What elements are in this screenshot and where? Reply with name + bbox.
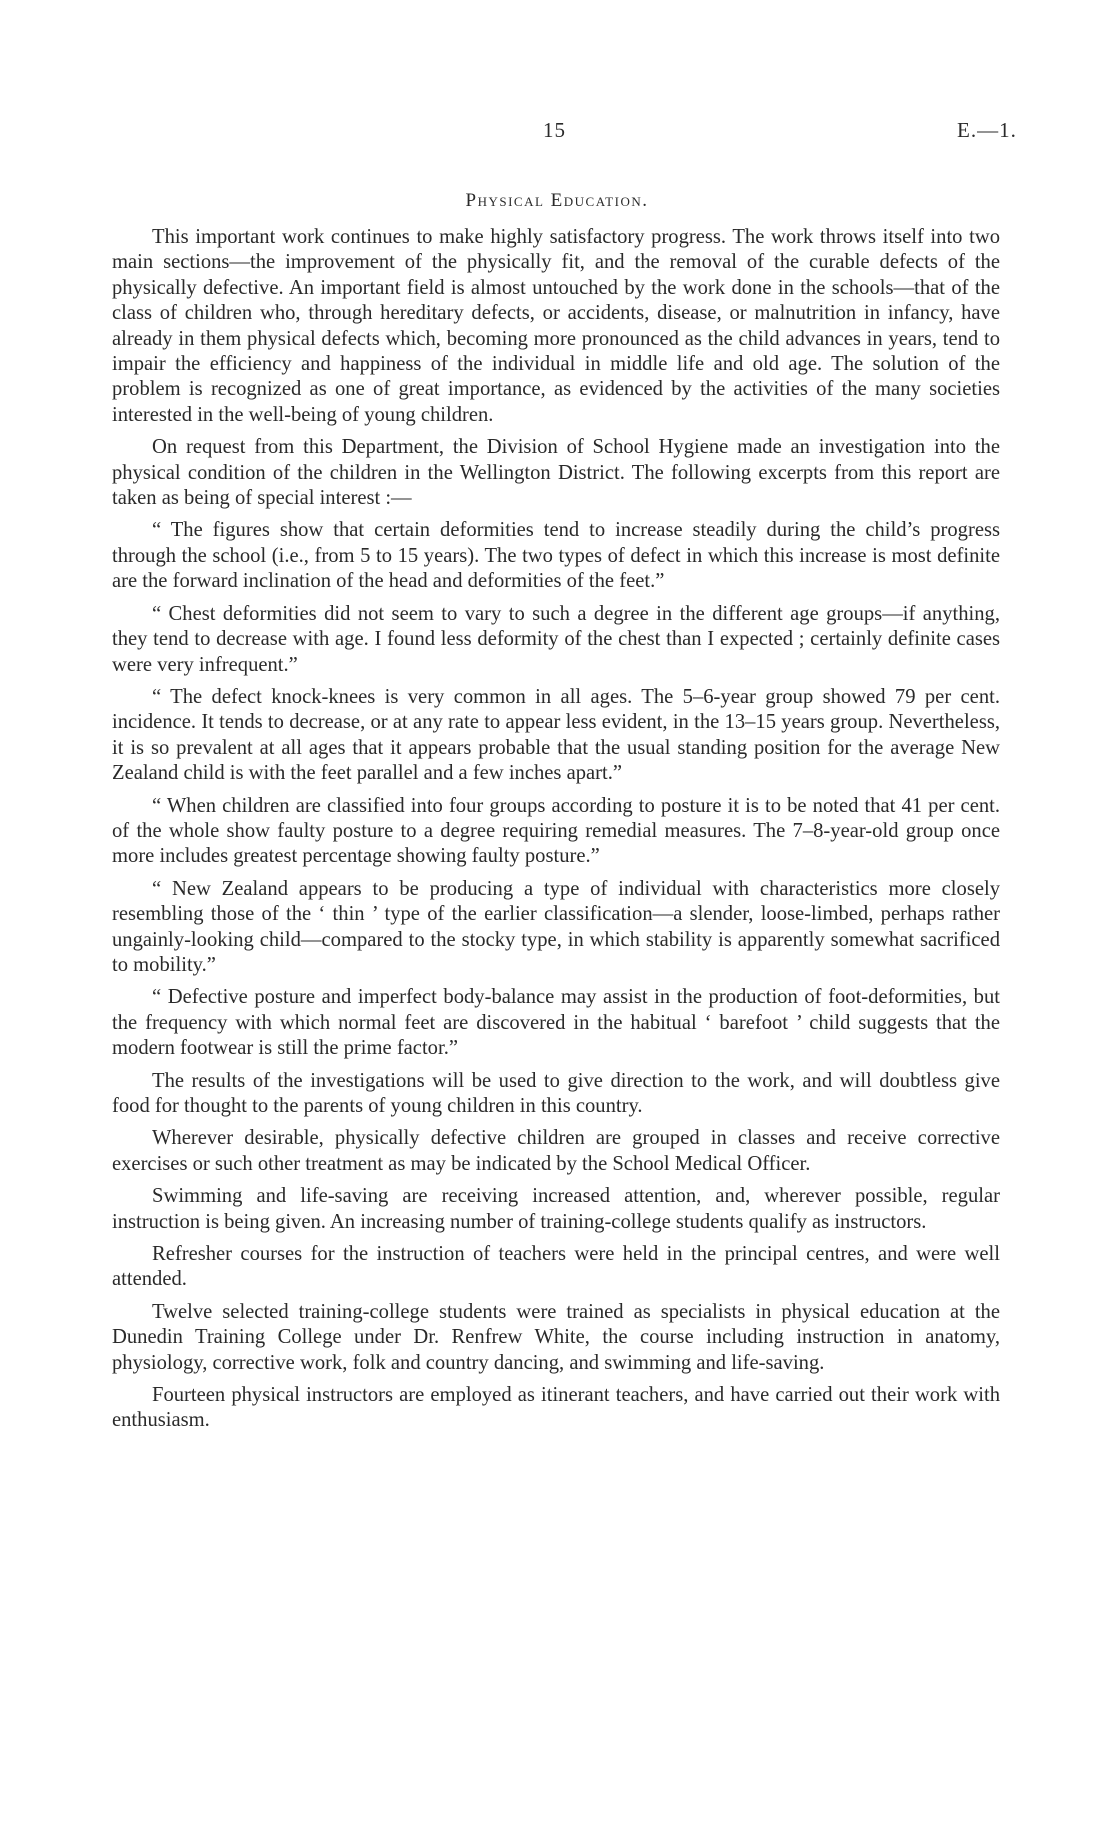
quote-defective-posture: “ Defective posture and imperfect body-balance may assist in the production of foot-deformities, but the frequency with which normal feet are discovered in the habitual ‘ barefoot ’ child suggests that the modern footwear is still the prime factor.” bbox=[112, 986, 1000, 1060]
paragraph-intro: This important work continues to make highly satisfactory progress. The work throws itself into two main sections—the improvement of the physically fit, and the removal of the curable defects of the physically defective. An important field is almost untouched by the work done in the schools—that of the class of children who, through hereditary defects, or accidents, disease, or malnutrition in infancy, have already in them physical defects which, becoming more pronounced as the child advances in years, tend to impair the efficiency and happiness of the individual in middle life and old age. The solution of the problem is recognized as one of great importance, as evidenced by the activities of the many societies interested in the well-being of young children. bbox=[112, 226, 1000, 426]
section-title: Physical Education. bbox=[465, 190, 649, 211]
quote-posture-groups: “ When children are classified into four groups according to posture it is to be noted that 41 per cent. of the whole show faulty posture to a degree requiring remedial measures. The 7–8-year-old group once more includes greatest percentage showing faulty posture.” bbox=[112, 794, 1000, 868]
paragraph-swimming: Swimming and life-saving are receiving increased attention, and, wherever possible, regular instruction is being given. An increasing number of training-college students qualify as instructors. bbox=[112, 1185, 1000, 1233]
quote-figures: “ The figures show that certain deformities tend to increase steadily during the child’s progress through the school (i.e., from 5 to 15 years). The two types of defect in which this increase is most definite are the forward inclination of the head and deformities of the feet.” bbox=[112, 519, 1000, 593]
paragraph-specialists: Twelve selected training-college students were trained as specialists in physical education at the Dunedin Training College under Dr. Renfrew White, the course including instruction in anatomy, physiology, corrective work, folk and country dancing, and swimming and life-saving. bbox=[112, 1300, 1000, 1374]
paragraph-refresher-courses: Refresher courses for the instruction of teachers were held in the principal centres, and were well attended. bbox=[112, 1243, 1000, 1291]
paragraph-investigation: On request from this Department, the Division of School Hygiene made an investigation into the physical condition of the children in the Wellington District. The following excerpts from this report are taken as being of special interest :— bbox=[112, 436, 1000, 510]
paragraph-results: The results of the investigations will be used to give direction to the work, and will doubtless give food for thought to the parents of young children in this country. bbox=[112, 1069, 1000, 1117]
quote-new-zealand-type: “ New Zealand appears to be producing a type of individual with characteristics more closely resembling those of the ‘ thin ’ type of the earlier classification—a slender, loose-limbed, perhaps rather ungainly-looking child—compared to the stocky type, in which stability is apparently somewhat sacrificed to mobility.” bbox=[112, 877, 1000, 976]
paragraph-instructors: Fourteen physical instructors are employed as itinerant teachers, and have carried out their work with enthusiasm. bbox=[112, 1384, 1000, 1432]
page-number: 15 bbox=[543, 118, 566, 142]
quote-chest-deformities: “ Chest deformities did not seem to vary to such a degree in the different age groups—if anything, they tend to decrease with age. I found less deformity of the chest than I expected ; certainly definite cases were very infrequent.” bbox=[112, 602, 1000, 676]
quote-knock-knees: “ The defect knock-knees is very common in all ages. The 5–6-year group showed 79 per cent. incidence. It tends to decrease, or at any rate to appear less evident, in the 13–15 years group. Nevertheless, it is so prevalent at all ages that it appears probable that the usual standing position for the average New Zealand child is with the feet parallel and a few inches apart.” bbox=[112, 685, 1000, 785]
paragraph-corrective-classes: Wherever desirable, physically defective children are grouped in classes and receive corrective exercises or such other treatment as may be indicated by the School Medical Officer. bbox=[112, 1127, 1000, 1175]
document-code: E.—1. bbox=[957, 118, 1017, 142]
body-text bbox=[112, 225, 1000, 1441]
